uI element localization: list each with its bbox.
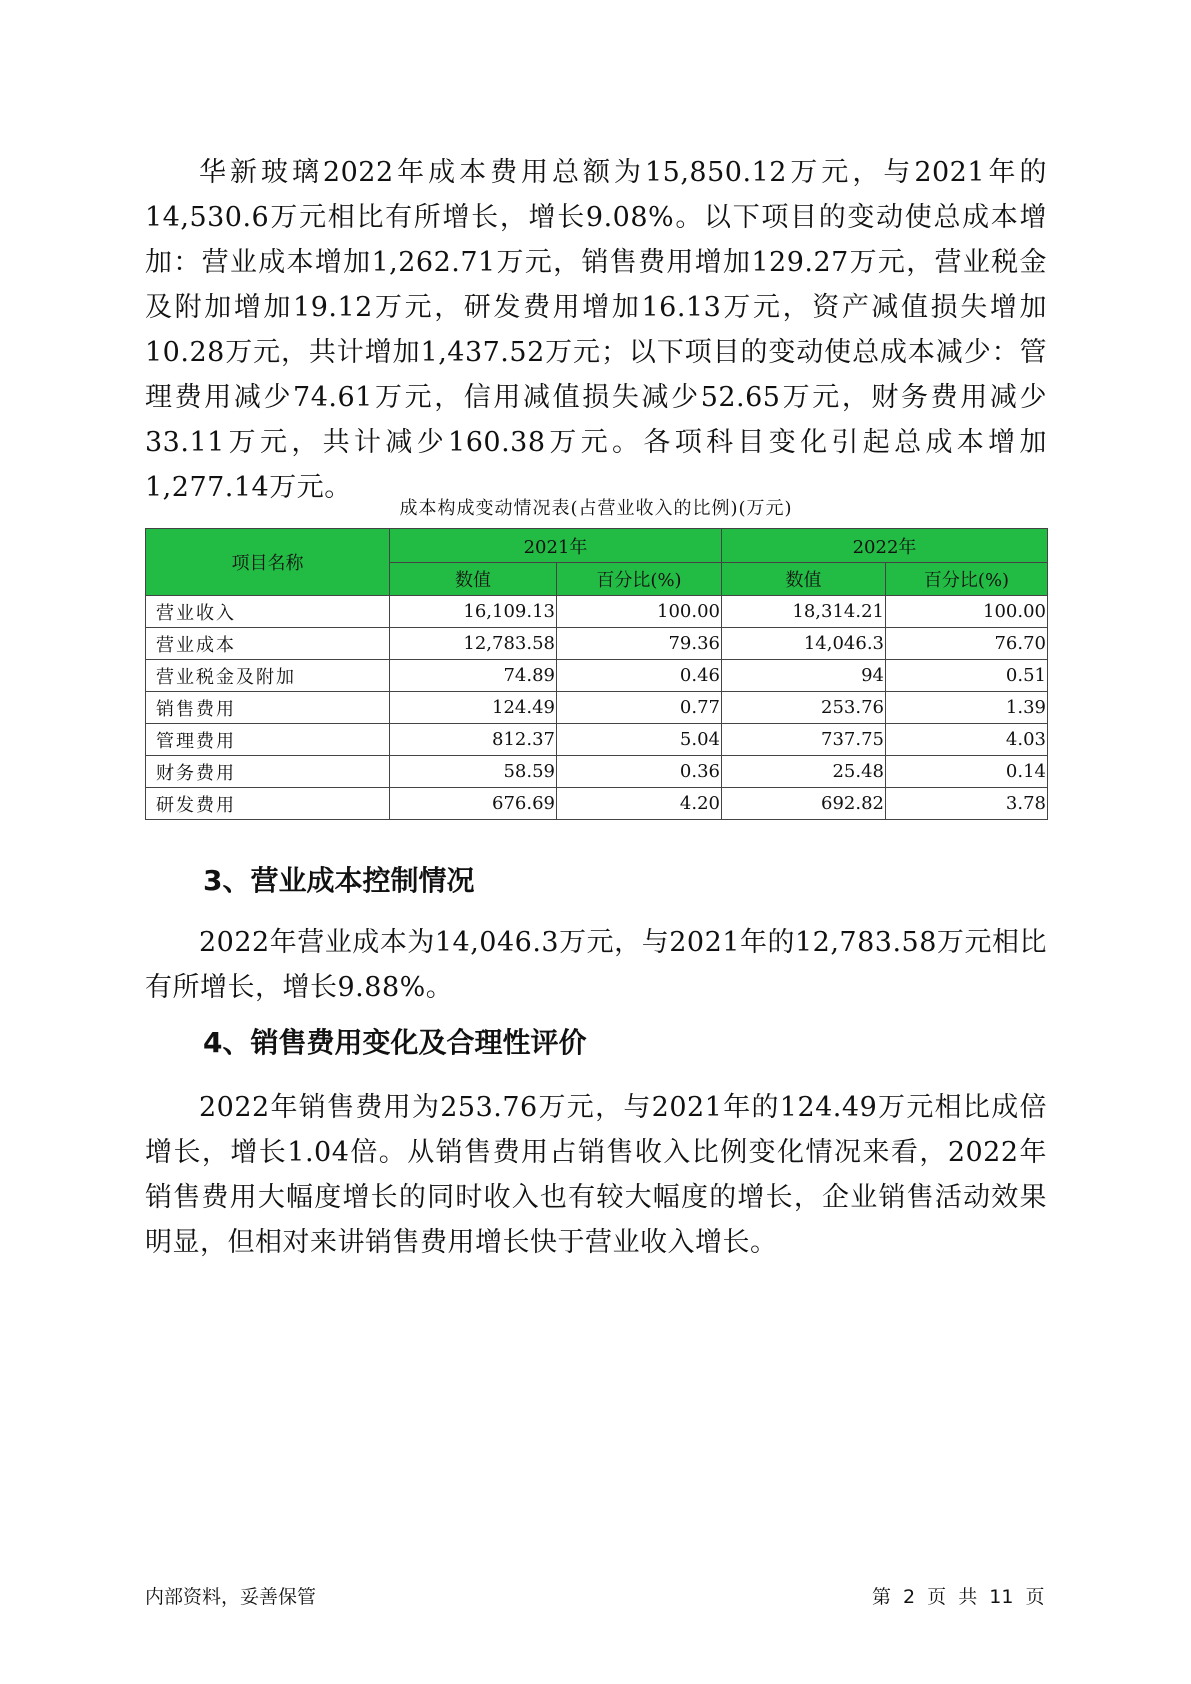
- row-percent-2021: 0.77: [557, 692, 722, 724]
- paragraph-sales-expense: 2022年销售费用为253.76万元，与2021年的124.49万元相比成倍增长，增长1.04倍。从销售费用占销售收入比例变化情况来看，2022年销售费用大幅度增长的同时收入也有较大幅度的增长，企业销售活动效果明显，但相对来讲销售费用增长快于营业收入增长。: [145, 1092, 1047, 1258]
- section-heading-sales-expense: 4、销售费用变化及合理性评价: [203, 1026, 587, 1059]
- table-row: [146, 660, 1048, 692]
- section-heading-operating-cost: 3、营业成本控制情况: [203, 864, 475, 897]
- table-row: [146, 724, 1048, 756]
- row-percent-2022: 0.14: [886, 756, 1048, 788]
- row-percent-2022: 0.51: [886, 660, 1048, 692]
- row-value-2022: 18,314.21: [722, 596, 886, 628]
- row-percent-2022: 4.03: [886, 724, 1048, 756]
- table-caption: 成本构成变动情况表(占营业收入的比例)(万元): [399, 498, 793, 519]
- row-value-2021: 58.59: [390, 756, 557, 788]
- row-percent-2021: 100.00: [557, 596, 722, 628]
- row-name: 营业税金及附加: [146, 660, 390, 692]
- row-percent-2021: 0.36: [557, 756, 722, 788]
- row-percent-2021: 79.36: [557, 628, 722, 660]
- row-percent-2022: 76.70: [886, 628, 1048, 660]
- footer-confidential-note: 内部资料，妥善保管: [145, 1586, 317, 1608]
- row-name: 营业成本: [146, 628, 390, 660]
- row-name: 营业收入: [146, 596, 390, 628]
- table-row: [146, 628, 1048, 660]
- header-value-2021: 数值: [390, 563, 557, 596]
- row-value-2021: 12,783.58: [390, 628, 557, 660]
- paragraph-cost-summary: 华新玻璃2022年成本费用总额为15,850.12万元，与2021年的14,530.6万元相比有所增长，增长9.08%。以下项目的变动使总成本增加：营业成本增加1,262.71万元，销售费用增加129.27万元，营业税金及附加增加19.12万元，研发费用增加16.13万元，资产减值损失增加10.28万元，共计增加1,437.52万元；以下项目的变动使总成本减少：管理费用减少74.61万元，信用减值损失减少52.65万元，财务费用减少33.11万元，共计减少160.38万元。各项科目变化引起总成本增加1,277.14万元。: [145, 157, 1047, 503]
- header-year-2022: 2022年: [722, 529, 1048, 563]
- footer-page-number: 第 2 页 共 11 页: [872, 1586, 1045, 1608]
- row-value-2021: 124.49: [390, 692, 557, 724]
- header-percent-2022: 百分比(%): [886, 563, 1048, 596]
- row-name: 销售费用: [146, 692, 390, 724]
- row-value-2021: 16,109.13: [390, 596, 557, 628]
- row-value-2022: 14,046.3: [722, 628, 886, 660]
- header-value-2022: 数值: [722, 563, 886, 596]
- row-percent-2021: 0.46: [557, 660, 722, 692]
- row-percent-2022: 100.00: [886, 596, 1048, 628]
- row-value-2022: 253.76: [722, 692, 886, 724]
- header-year-2021: 2021年: [390, 529, 722, 563]
- cost-structure-table: [145, 528, 1048, 820]
- row-name: 研发费用: [146, 788, 390, 820]
- table-row: [146, 692, 1048, 724]
- row-value-2021: 812.37: [390, 724, 557, 756]
- row-value-2022: 94: [722, 660, 886, 692]
- row-name: 管理费用: [146, 724, 390, 756]
- row-value-2021: 74.89: [390, 660, 557, 692]
- header-percent-2021: 百分比(%): [557, 563, 722, 596]
- row-value-2021: 676.69: [390, 788, 557, 820]
- row-percent-2022: 3.78: [886, 788, 1048, 820]
- paragraph-operating-cost: 2022年营业成本为14,046.3万元，与2021年的12,783.58万元相比有所增长，增长9.88%。: [145, 927, 1047, 1003]
- table-row: [146, 756, 1048, 788]
- table-row: [146, 596, 1048, 628]
- row-percent-2021: 5.04: [557, 724, 722, 756]
- row-percent-2022: 1.39: [886, 692, 1048, 724]
- row-percent-2021: 4.20: [557, 788, 722, 820]
- row-value-2022: 692.82: [722, 788, 886, 820]
- row-value-2022: 25.48: [722, 756, 886, 788]
- table-row: [146, 788, 1048, 820]
- row-name: 财务费用: [146, 756, 390, 788]
- header-item-name: 项目名称: [146, 529, 390, 596]
- row-value-2022: 737.75: [722, 724, 886, 756]
